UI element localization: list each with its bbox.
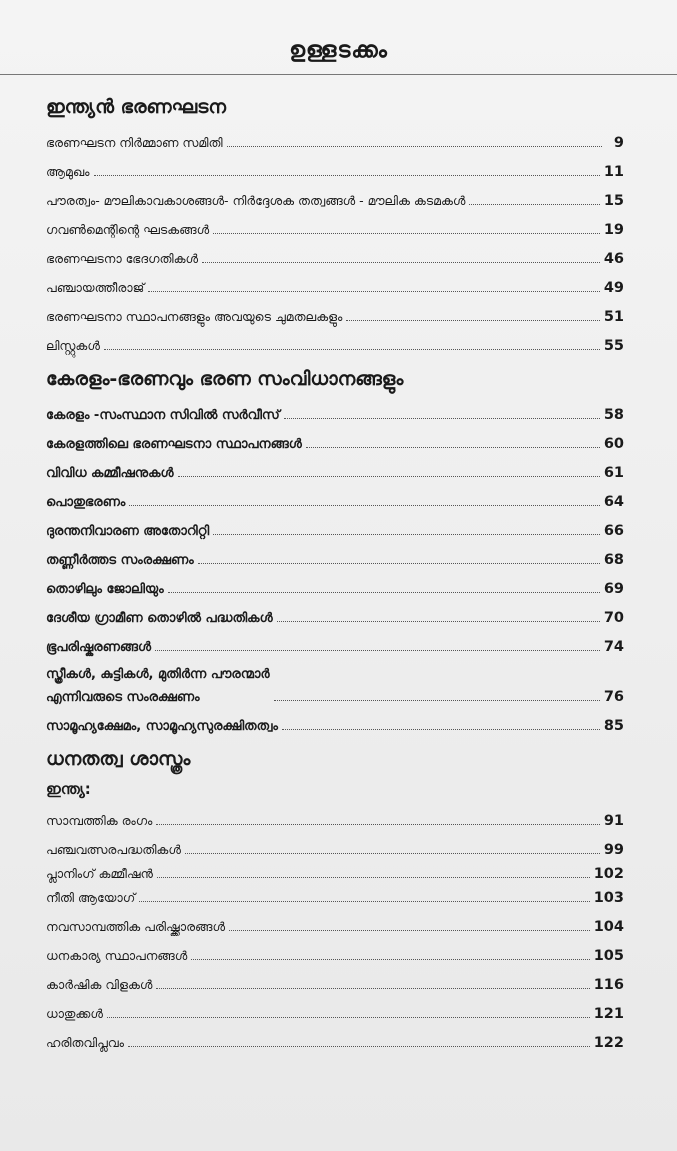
toc-entry-page: 49 <box>603 280 624 296</box>
toc-entry-title: പൊതുഭരണം <box>46 495 126 510</box>
dot-leader <box>139 901 589 902</box>
toc-entry-title: ഭൂപരിഷ്കരണങ്ങൾ <box>46 640 152 655</box>
toc-entry <box>46 211 624 240</box>
toc-entry-page: 70 <box>603 610 624 626</box>
toc-entry-title: ലിസ്റ്റുകൾ <box>46 338 100 353</box>
toc-entry-title: ഭരണഘടനാ ഭേദഗതികൾ <box>46 251 199 266</box>
toc-entry-page: 60 <box>603 436 624 452</box>
toc-entry-page: 91 <box>603 813 624 829</box>
dot-leader <box>168 592 600 593</box>
dot-leader <box>94 175 600 176</box>
toc-entry-page: 74 <box>603 639 624 655</box>
dot-leader <box>156 988 589 989</box>
toc-entry-title: നീതി ആയോഗ് <box>46 890 136 905</box>
page-title: ഉള്ളടക്കം <box>289 38 388 63</box>
toc-entry-page: 104 <box>593 919 624 935</box>
dot-leader <box>156 824 599 825</box>
toc-entry <box>46 454 624 483</box>
toc-entry-page: 66 <box>603 523 624 539</box>
toc-entry <box>46 298 624 327</box>
toc-entry-page: 58 <box>603 407 624 423</box>
toc-entry-title: കാർഷിക വിളകൾ <box>46 977 153 992</box>
toc-entry-title: ധാതുക്കൾ <box>46 1006 103 1021</box>
toc-entry-title: സാമ്പത്തിക രംഗം <box>46 813 153 828</box>
toc-entry <box>46 657 624 707</box>
toc-entry-page: 76 <box>603 689 624 705</box>
dot-leader <box>107 1017 590 1018</box>
dot-leader <box>198 563 600 564</box>
dot-leader <box>128 1046 590 1047</box>
toc-entry-page: 102 <box>593 866 624 882</box>
toc-entry <box>46 182 624 211</box>
toc-entry-page: 116 <box>593 977 624 993</box>
toc-entry-page: 69 <box>603 581 624 597</box>
toc-entry-page: 9 <box>613 135 624 151</box>
toc-entry-title: ദേശീയ ഗ്രാമീണ തൊഴിൽ പദ്ധതികൾ <box>46 611 273 626</box>
toc-entry-title: പൗരത്വം- മൗലികാവകാശങ്ങൾ- നിർദ്ദേശക തത്വങ്ങൾ - മൗലിക കടമകൾ <box>46 193 466 208</box>
dot-leader <box>129 505 600 506</box>
toc-entry <box>46 153 624 182</box>
dot-leader <box>213 534 600 535</box>
dot-leader <box>178 476 600 477</box>
toc-entry <box>46 1024 624 1053</box>
toc-entry-page: 122 <box>593 1035 624 1051</box>
toc-entry-title: കേരളം -സംസ്ഥാന സിവിൽ സർവീസ് <box>46 408 280 423</box>
toc-entry-page: 99 <box>603 842 624 858</box>
toc-entry <box>46 269 624 298</box>
toc-entry <box>46 884 624 908</box>
toc-entry <box>46 483 624 512</box>
dot-leader <box>284 418 600 419</box>
toc-entry-page: 105 <box>593 948 624 964</box>
dot-leader <box>185 853 600 854</box>
toc-entry-title: കേരളത്തിലെ ഭരണഘടനാ സ്ഥാപനങ്ങൾ <box>46 437 302 452</box>
dot-leader <box>277 621 600 622</box>
toc-entry <box>46 512 624 541</box>
toc-entry-title: ദുരന്തനിവാരണ അതോറിറ്റി <box>46 524 210 539</box>
toc-entry <box>46 240 624 269</box>
dot-leader <box>202 262 600 263</box>
toc-entry <box>46 628 624 657</box>
title-divider <box>0 74 677 75</box>
toc-entry-title: നവസാമ്പത്തിക പരിഷ്ക്കാരങ്ങൾ <box>46 919 226 934</box>
dot-leader <box>306 447 600 448</box>
toc-entry-page: 85 <box>603 718 624 734</box>
toc-entry <box>46 425 624 454</box>
section-heading: കേരളം-ഭരണവും ഭരണ സംവിധാനങ്ങളും <box>46 368 404 390</box>
toc-entry-page: 15 <box>603 193 624 209</box>
toc-entry-title: ഹരിതവിപ്ലവം <box>46 1035 125 1050</box>
section-heading: ഇന്ത്യൻ ഭരണഘടന <box>46 96 226 118</box>
toc-entry <box>46 908 624 937</box>
toc-entry-page: 64 <box>603 494 624 510</box>
toc-entry-title: പഞ്ചായത്തീരാജ് <box>46 280 145 295</box>
toc-entry-page: 61 <box>603 465 624 481</box>
dot-leader <box>229 930 590 931</box>
toc-entry <box>46 541 624 570</box>
toc-entry <box>46 570 624 599</box>
toc-entry-page: 19 <box>603 222 624 238</box>
dot-leader <box>282 729 600 730</box>
dot-leader <box>469 204 599 205</box>
toc-entry <box>46 124 624 153</box>
dot-leader <box>213 233 600 234</box>
table-of-contents <box>46 90 624 1053</box>
toc-entry-page: 68 <box>603 552 624 568</box>
toc-entry-page: 46 <box>603 251 624 267</box>
toc-entry-page: 11 <box>603 164 624 180</box>
toc-entry-page: 51 <box>603 309 624 325</box>
toc-entry-title: വിവിധ കമ്മീഷനുകൾ <box>46 466 174 481</box>
toc-entry <box>46 802 624 831</box>
toc-entry-title: പ്ലാനിംഗ് കമ്മീഷൻ <box>46 866 153 881</box>
dot-leader <box>148 291 600 292</box>
toc-entry-title: ഭരണഘടന നിർമ്മാണ സമിതി <box>46 135 223 150</box>
toc-entry <box>46 396 624 425</box>
toc-entry <box>46 966 624 995</box>
toc-entry-title: സ്ത്രീകൾ, കുട്ടികൾ, മുതിർന്ന പൗരന്മാർ <box>46 667 270 682</box>
toc-entry-page: 121 <box>593 1006 624 1022</box>
dot-leader <box>104 349 600 350</box>
toc-entry-title-block <box>46 667 270 705</box>
section-heading: ധനതത്വ ശാസ്ത്രം <box>46 748 191 770</box>
toc-entry <box>46 831 624 860</box>
toc-entry-title-line2: എന്നിവരുടെ സംരക്ഷണം <box>46 690 200 705</box>
toc-entry-page: 55 <box>603 338 624 354</box>
dot-leader <box>346 320 600 321</box>
toc-entry <box>46 860 624 884</box>
dot-leader <box>274 700 600 701</box>
section-subheading: ഇന്ത്യ: <box>46 780 91 798</box>
toc-entry <box>46 599 624 628</box>
toc-entry-title: തൊഴിലും ജോലിയും <box>46 582 164 597</box>
toc-entry-title: ധനകാര്യ സ്ഥാപനങ്ങൾ <box>46 948 188 963</box>
toc-entry-title: സാമൂഹ്യക്ഷേമം, സാമൂഹ്യസുരക്ഷിതത്വം <box>46 719 278 734</box>
toc-entry-title: തണ്ണീർത്തട സംരക്ഷണം <box>46 553 194 568</box>
toc-entry-title: ഗവൺമെന്റിന്റെ ഘടകങ്ങൾ <box>46 222 210 237</box>
toc-entry <box>46 707 624 736</box>
toc-entry-title: പഞ്ചവത്സരപദ്ധതികൾ <box>46 842 181 857</box>
dot-leader <box>191 959 589 960</box>
toc-entry <box>46 995 624 1024</box>
toc-entry-title: ആമുഖം <box>46 164 90 179</box>
dot-leader <box>227 146 602 147</box>
toc-entry <box>46 937 624 966</box>
dot-leader <box>157 877 590 878</box>
toc-entry <box>46 327 624 356</box>
toc-entry-page: 103 <box>593 890 624 906</box>
dot-leader <box>155 650 600 651</box>
toc-entry-title: ഭരണഘടനാ സ്ഥാപനങ്ങളും അവയുടെ ചുമതലകളും <box>46 309 343 324</box>
